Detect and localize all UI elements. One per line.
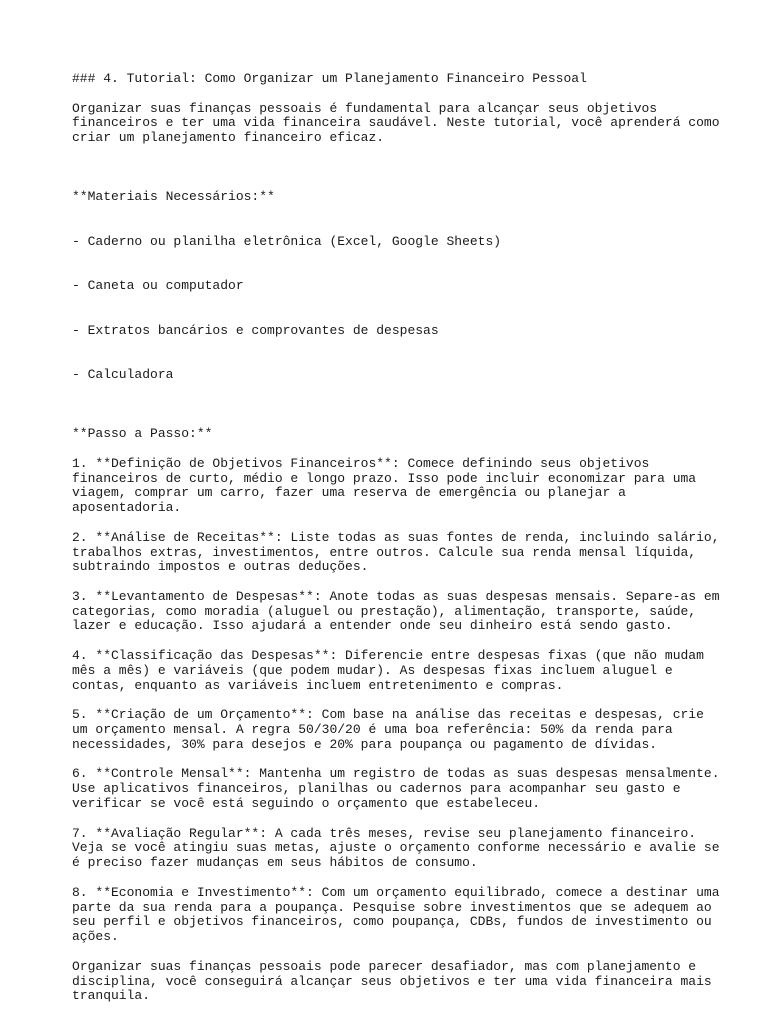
- step-paragraph: 5. **Criação de um Orçamento**: Com base na análise das receitas e despesas, crie um orçamento mensal. A regra 50/30/20 é uma boa referência: 50% da renda para necessidades, 30% para desejos e 20% para poupança ou pagamento de dívidas.: [72, 707, 704, 752]
- step-paragraph: 2. **Análise de Receitas**: Liste todas as suas fontes de renda, incluindo salário, trabalhos extras, investimentos, entre outros. Calcule sua renda mensal líquida, subtraindo impostos e outras deduções.: [72, 529, 720, 575]
- materials-item: - Calculadora: [72, 366, 174, 382]
- step-paragraph: 3. **Levantamento de Despesas**: Anote todas as suas despesas mensais. Separe-as em categorias, como moradia (aluguel ou prestação), alimentação, transporte, saúde, lazer e educação. Isso ajudará a entender onde seu dinheiro está sendo gasto.: [72, 588, 720, 634]
- step-paragraph: 8. **Economia e Investimento**: Com um orçamento equilibrado, comece a destinar uma parte da sua renda para a poupança. Pesquise sobre investimentos que se adequem ao seu perfil e objetivos financeiros, como poupança, CDBs, fundos de investimento ou ações.: [72, 884, 720, 945]
- document-page: [72, 72, 732, 1019]
- conclusion-paragraph: Organizar suas finanças pessoais pode parecer desafiador, mas com planejamento e disciplina, você conseguirá alcançar seus objetivos e ter uma vida financeira mais tranquila.: [72, 958, 712, 1004]
- materials-title: **Materiais Necessários:**: [72, 189, 275, 205]
- document-heading: ### 4. Tutorial: Como Organizar um Planejamento Financeiro Pessoal: [72, 71, 587, 86]
- materials-item: - Caderno ou planilha eletrônica (Excel, Google Sheets): [72, 233, 502, 249]
- step-paragraph: 4. **Classificação das Despesas**: Diferencie entre despesas fixas (que não mudam mês a mês) e variáveis (que podem mudar). As despesas fixas incluem aluguel e contas, enquanto as variáveis incluem entretenimento e compras.: [72, 648, 704, 693]
- step-paragraph: 7. **Avaliação Regular**: A cada três meses, revise seu planejamento financeiro. Veja se você atingiu suas metas, ajuste o orçamento conforme necessário e avalie se é preciso fazer mudanças em seus hábitos de consumo.: [72, 825, 720, 871]
- step-paragraph: 1. **Definição de Objetivos Financeiros**: Comece definindo seus objetivos financeiros de curto, médio e longo prazo. Isso pode incluir economizar para uma viagem, comprar um carro, fazer uma reserva de emergência ou planejar a aposentadoria.: [72, 455, 697, 516]
- materials-item: - Caneta ou computador: [72, 278, 244, 294]
- materials-item: - Extratos bancários e comprovantes de despesas: [72, 322, 439, 338]
- materials-section: [72, 161, 732, 413]
- intro-paragraph: Organizar suas finanças pessoais é fundamental para alcançar seus objetivos financeiros e ter uma vida financeira saudável. Neste tutorial, você aprenderá como criar um planejamento financeiro eficaz.: [72, 100, 720, 146]
- step-paragraph: 6. **Controle Mensal**: Mantenha um registro de todas as suas despesas mensalmente. Use aplicativos financeiros, planilhas ou cadernos para acompanhar seu gasto e verificar se você está seguindo o orçamento que estabeleceu.: [72, 766, 720, 812]
- steps-title: **Passo a Passo:**: [72, 426, 213, 442]
